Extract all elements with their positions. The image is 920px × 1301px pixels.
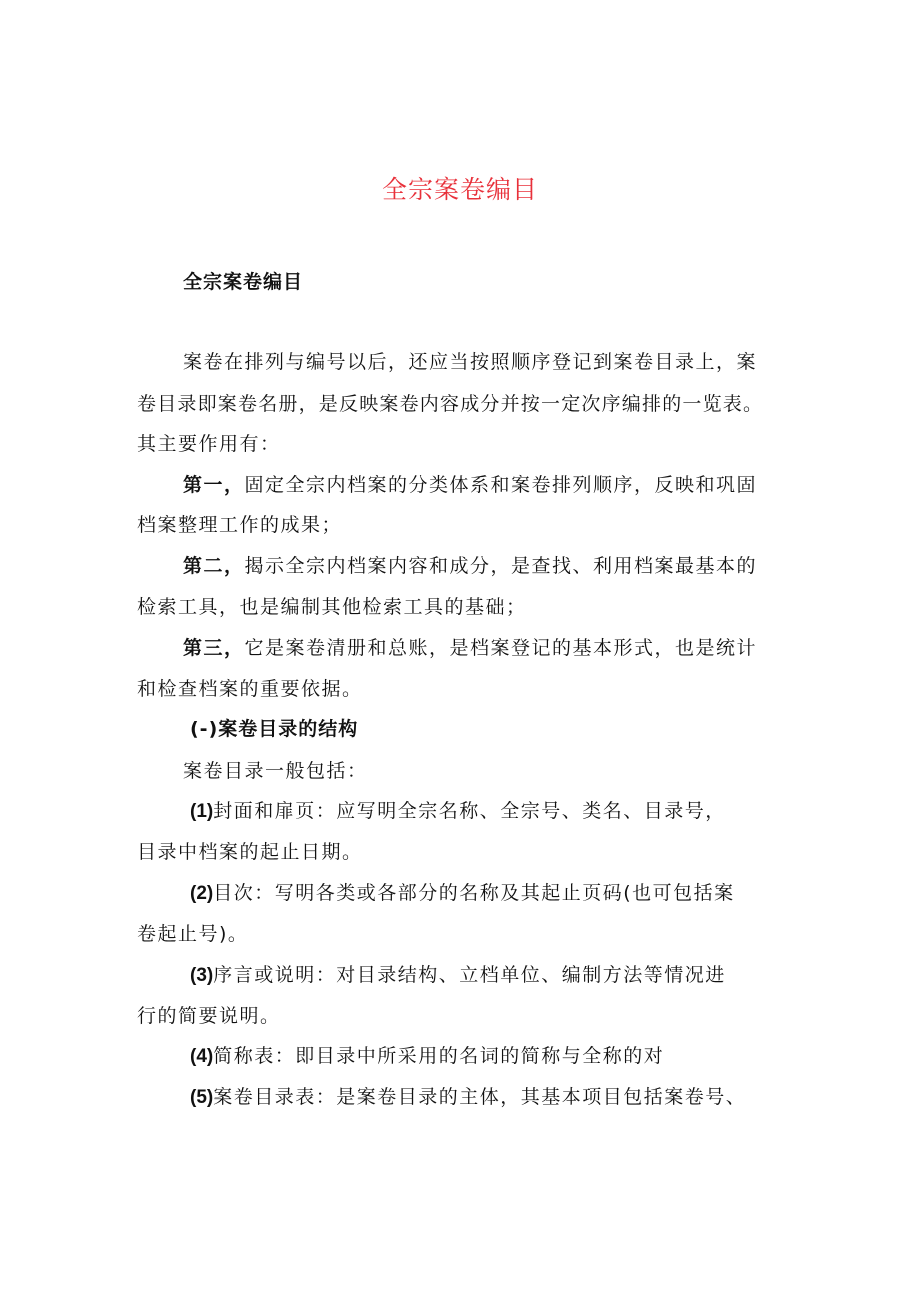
section-heading: (-)案卷目录的结构 [190, 718, 359, 740]
item-4 [190, 1043, 664, 1070]
item-2-number: (2) [190, 883, 214, 904]
function-second-label: 第二， [183, 555, 245, 577]
intro-line-1: 案卷在排列与编号以后，还应当按照顺序登记到案卷目录上，案 [183, 351, 758, 373]
item-3-number: (3) [190, 965, 214, 986]
function-first-line-2: 档案整理工作的成果； [137, 514, 343, 536]
item-4-number: (4) [190, 1046, 214, 1067]
function-second-line-2: 检索工具，也是编制其他检索工具的基础； [137, 596, 527, 618]
function-third [183, 635, 757, 661]
item-3 [190, 962, 726, 989]
intro-line-2: 卷目录即案卷名册，是反映案卷内容成分并按一定次序编排的一览表。 [137, 393, 764, 415]
function-first [183, 472, 757, 498]
item-1-number: (1) [190, 801, 214, 822]
item-3-line-2: 行的简要说明。 [137, 1005, 281, 1027]
function-second [183, 553, 757, 579]
function-first-text: 固定全宗内档案的分类体系和案卷排列顺序，反映和巩固 [244, 474, 758, 496]
item-1-text: 封面和扉页：应写明全宗名称、全宗号、类名、目录号， [213, 800, 726, 822]
function-third-line-2: 和检查档案的重要依据。 [137, 678, 363, 700]
item-1-line-2: 目录中档案的起止日期。 [137, 841, 363, 863]
document-title: 全宗案卷编目 [381, 175, 538, 204]
intro-line-3: 其主要作用有： [137, 433, 281, 455]
subheading: 全宗案卷编目 [183, 271, 304, 293]
function-third-text: 它是案卷清册和总账，是档案登记的基本形式，也是统计 [244, 637, 758, 659]
function-third-label: 第三， [183, 637, 245, 659]
item-5-number: (5) [190, 1087, 214, 1108]
item-5-text: 案卷目录表：是案卷目录的主体，其基本项目包括案卷号、 [213, 1086, 747, 1108]
item-3-text: 序言或说明：对目录结构、立档单位、编制方法等情况进 [213, 964, 726, 986]
section-lead: 案卷目录一般包括： [183, 760, 368, 782]
function-first-label: 第一， [183, 474, 245, 496]
function-second-text: 揭示全宗内档案内容和成分，是查找、利用档案最基本的 [244, 555, 758, 577]
item-5 [190, 1084, 746, 1111]
item-2-text: 目次：写明各类或各部分的名称及其起止页码(也可包括案 [213, 882, 735, 904]
item-4-text: 简称表：即目录中所采用的名词的简称与全称的对 [213, 1045, 665, 1067]
item-1 [190, 798, 726, 825]
item-2-line-2: 卷起止号)。 [137, 923, 249, 945]
item-2 [190, 880, 735, 907]
